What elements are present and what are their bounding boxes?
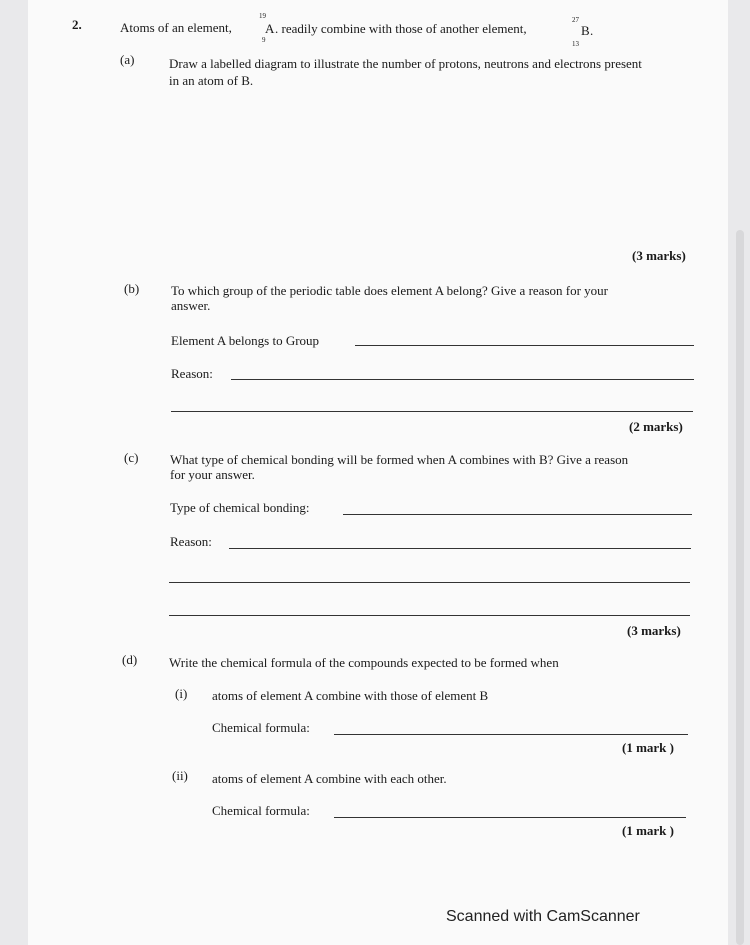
element-b-symbol: B (581, 23, 590, 38)
part-c-reason-line-1[interactable] (229, 548, 691, 549)
element-a-symbol: A (265, 21, 275, 36)
intro-text-2: . readily combine with those of another element, (275, 21, 527, 36)
part-b-text-line2: answer. (171, 298, 211, 313)
question-number: 2. (72, 17, 82, 32)
intro-text-3: . (590, 23, 594, 38)
part-b-reason-line-1[interactable] (231, 379, 694, 380)
sub-i-text: atoms of element A combine with those of element B (212, 688, 489, 703)
part-c-reason-line-2[interactable] (169, 582, 690, 583)
element-b-mass-number: 27 (572, 16, 579, 24)
part-d-text: Write the chemical formula of the compounds expected to be formed when (169, 655, 559, 670)
part-c-reason-line-3[interactable] (169, 615, 690, 616)
scrollbar[interactable] (736, 230, 744, 945)
sub-ii-text: atoms of element A combine with each other. (212, 771, 447, 786)
sub-ii-formula-line[interactable] (334, 817, 686, 818)
sub-i-formula-label: Chemical formula: (212, 720, 310, 735)
camscanner-watermark: Scanned with CamScanner (446, 908, 640, 925)
part-c-marks: (3 marks) (627, 623, 681, 638)
part-b-marks: (2 marks) (629, 419, 683, 434)
part-c-reason-label: Reason: (170, 534, 212, 549)
part-b-label: (b) (124, 281, 140, 296)
sub-ii-marks: (1 mark ) (622, 823, 674, 838)
sub-i-marks: (1 mark ) (622, 740, 674, 755)
part-b-reason-label: Reason: (171, 366, 213, 381)
element-a-atomic-number: 9 (262, 36, 266, 44)
sub-ii-formula-label: Chemical formula: (212, 803, 310, 818)
part-d-label: (d) (122, 652, 138, 667)
sub-ii-label: (ii) (172, 768, 188, 783)
intro-text-1: Atoms of an element, (120, 20, 232, 35)
element-b-atomic-number: 13 (572, 40, 579, 48)
element-a-mass-number: 19 (259, 12, 266, 20)
part-b-reason-line-2[interactable] (171, 411, 693, 412)
part-a-label: (a) (120, 52, 135, 67)
part-c-label: (c) (124, 450, 139, 465)
part-c-text-line1: What type of chemical bonding will be formed when A combines with B? Give a reason (170, 452, 629, 467)
bonding-type-label: Type of chemical bonding: (170, 500, 310, 515)
part-a-text-line2: in an atom of B. (169, 73, 254, 88)
sub-i-label: (i) (175, 686, 188, 701)
bonding-type-line[interactable] (343, 514, 692, 515)
group-answer-label: Element A belongs to Group (171, 333, 320, 348)
sub-i-formula-line[interactable] (334, 734, 688, 735)
part-c-text-line2: for your answer. (170, 467, 255, 482)
part-a-marks: (3 marks) (632, 248, 686, 263)
group-answer-line[interactable] (355, 345, 694, 346)
exam-page (28, 0, 728, 945)
part-a-text-line1: Draw a labelled diagram to illustrate the number of protons, neutrons and electrons present (169, 56, 642, 71)
part-b-text-line1: To which group of the periodic table does element A belong? Give a reason for your (171, 283, 608, 298)
